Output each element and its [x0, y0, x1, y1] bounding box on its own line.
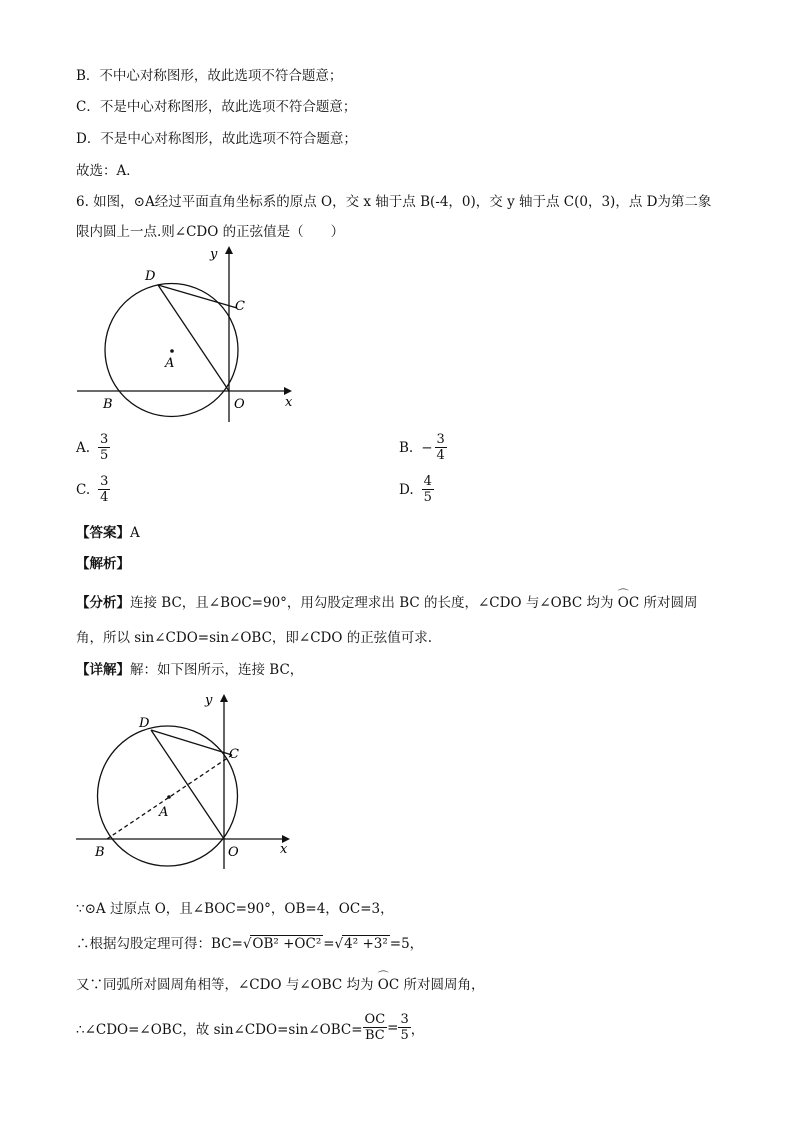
- arc-oc-1: ⌒ OC: [618, 595, 639, 611]
- fraction-oc-bc: $\frac{OC}{BC}$: [364, 1012, 386, 1043]
- step-4-end: ，: [410, 1021, 425, 1038]
- label-a-2: A: [159, 805, 169, 820]
- center-a-dot: [170, 349, 174, 353]
- option-a[interactable]: [76, 432, 110, 463]
- label-d: D: [145, 269, 156, 284]
- text-option-d-reason: D．不是中心对称图形，故此选项不符合题意；: [76, 131, 357, 147]
- option-b-sign: −: [421, 439, 433, 456]
- step-2-equals: =: [323, 936, 335, 952]
- fenxi-text-1: 连接 BC，且∠BOC=90°，用勾股定理求出 BC 的长度，∠CDO 与∠OBC 均为: [130, 595, 618, 611]
- center-a-dot-2: [167, 795, 171, 799]
- step-3: [76, 973, 485, 993]
- label-a: A: [165, 356, 175, 371]
- label-y-2: y: [205, 693, 213, 708]
- fenxi-tag: 【分析】: [76, 595, 130, 611]
- fraction-3-5: $\frac{3}{5}$: [400, 1012, 409, 1043]
- answer-line: [76, 521, 140, 541]
- segment-do: [158, 285, 229, 391]
- label-b-2: B: [95, 845, 105, 860]
- y-axis-arrow: [225, 246, 233, 254]
- step-4: [76, 1012, 424, 1043]
- step-1: ∵⊙A 过原点 O，且∠BOC=90°，OB=4，OC=3，: [76, 901, 394, 917]
- answer-value: A: [130, 525, 140, 541]
- step-2-text: ∴根据勾股定理可得：BC=: [76, 936, 243, 952]
- analysis-tag: 【解析】: [76, 556, 130, 572]
- xiangjie-text: 解：如下图所示，连接 BC，: [130, 662, 304, 678]
- option-d-fraction: $\frac{4}{5}$: [423, 474, 432, 505]
- segment-do-2: [151, 730, 224, 839]
- circle-a-2: [98, 726, 238, 866]
- option-b-fraction: $\frac{3}{4}$: [436, 432, 445, 463]
- sqrt-radicand-1: OB² +OC²: [252, 936, 322, 952]
- fenxi-line-1: [76, 591, 697, 611]
- sqrt-symbol-1: √: [242, 936, 252, 952]
- text-answer-choice: 故选：A．: [76, 163, 140, 179]
- segment-dc-2: [151, 730, 232, 755]
- label-o: O: [234, 397, 245, 412]
- step-4-equals: =: [387, 1019, 399, 1036]
- solution-figure: [70, 686, 300, 871]
- arc-oc-2: ⌒ OC: [378, 977, 399, 993]
- label-y: y: [210, 247, 218, 262]
- text-option-c-reason: C．不是中心对称图形，故此选项不符合题意；: [76, 99, 357, 115]
- label-c-2: C: [229, 747, 239, 762]
- option-c-label: C.: [76, 481, 91, 498]
- step-4-text: ∴∠CDO=∠OBC，故 sin∠CDO=sin∠OBC=: [76, 1021, 363, 1038]
- xiangjie-line: [76, 658, 303, 678]
- step-2-end: =5，: [389, 936, 424, 952]
- question-line-1: 6. 如图，⊙A经过平面直角坐标系的原点 O，交 x 轴于点 B(-4，0)，交 y 轴于点 C(0，3)，点 D为第二象: [76, 194, 712, 210]
- step-3-text-a: 又∵同弧所对圆周角相等，∠CDO 与∠OBC 均为: [76, 977, 378, 993]
- option-d[interactable]: [399, 474, 434, 505]
- text-option-b-reason: B．不中心对称图形，故此选项不符合题意；: [76, 68, 343, 84]
- fenxi-text-2: 所对圆周: [639, 595, 698, 611]
- label-d-2: D: [139, 716, 150, 731]
- question-line-2: 限内圆上一点.则∠CDO 的正弦值是（ ）: [76, 224, 345, 240]
- fenxi-line-2: 角，所以 sin∠CDO=sin∠OBC，即∠CDO 的正弦值可求.: [76, 630, 433, 646]
- option-b-label: B.: [399, 439, 414, 456]
- label-x: x: [285, 395, 293, 410]
- y-axis-arrow-2: [220, 694, 228, 702]
- option-d-label: D.: [399, 481, 414, 498]
- xiangjie-tag: 【详解】: [76, 662, 130, 678]
- option-a-fraction: $\frac{3}{5}$: [100, 432, 109, 463]
- step-2: [76, 932, 423, 952]
- question-figure: [72, 240, 302, 425]
- option-b[interactable]: [399, 432, 447, 463]
- option-a-label: A.: [76, 439, 91, 456]
- option-c[interactable]: [76, 474, 110, 505]
- label-b: B: [103, 397, 113, 412]
- label-c: C: [235, 299, 245, 314]
- sqrt-radicand-2: 4² +3²: [344, 936, 388, 952]
- label-x-2: x: [280, 842, 288, 857]
- sqrt-symbol-2: √: [334, 936, 344, 952]
- option-c-fraction: $\frac{3}{4}$: [100, 474, 109, 505]
- step-3-text-b: 所对圆周角，: [399, 977, 485, 993]
- answer-tag: 【答案】: [76, 525, 130, 541]
- x-axis-arrow: [284, 387, 292, 395]
- label-o-2: O: [228, 845, 239, 860]
